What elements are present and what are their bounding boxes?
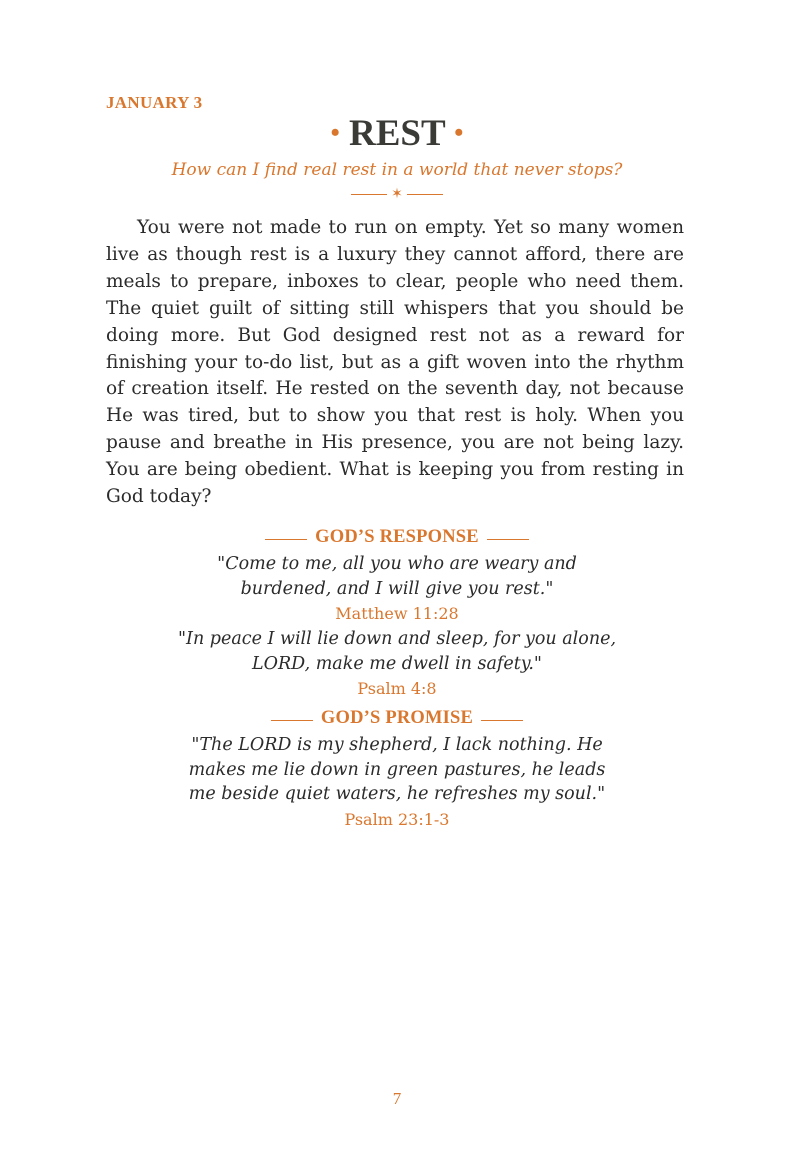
page-number: 7 <box>392 1089 402 1108</box>
reflection-paragraph: You were not made to run on empty. Yet so many women live as though rest is a luxury they cannot afford, there are meals to prepare, inboxes to clear, people who need them. The quiet guilt of sitting still whispers that you should be doing more. But God designed rest not as a reward for finishing your to-do list, but as a gift woven into the rhythm of creation itself. He rested on the seventh day, not because He was tired, but to show you that rest is holy. When you pause and breathe in His presence, you are not being lazy. You are being obedient. What is keeping you from resting in God today? <box>106 217 684 508</box>
verse-reference: Matthew 11:28 <box>335 604 459 623</box>
page-title: REST <box>349 113 445 154</box>
verse-line-text: The LORD is my shepherd, I lack nothing. He <box>199 735 603 755</box>
verse-quote <box>0 733 794 807</box>
gods-response-heading-text: GOD’S RESPONSE <box>315 527 479 547</box>
page-subtitle: How can I find real rest in a world that never stops? <box>171 160 623 180</box>
verse-line-text: me beside quiet waters, he refreshes my soul. <box>188 784 598 804</box>
title-bullet-right: • <box>454 117 464 147</box>
gods-promise-heading-text: GOD’S PROMISE <box>320 708 474 728</box>
verse-line-text: burdened, and I will give you rest. <box>240 578 546 599</box>
verse-line: "The LORD is my shepherd, I lack nothing. He <box>191 735 603 755</box>
verse-quote <box>0 627 794 676</box>
title-bullet-left: • <box>330 117 340 147</box>
verse-line: LORD, make me dwell in safety." <box>252 653 542 674</box>
entry-date: JANUARY 3 <box>106 93 203 112</box>
verse-line-text: Come to me, all you who are weary and <box>225 554 577 574</box>
star-ornament-icon: ✶ <box>391 186 403 202</box>
heading-rule-left <box>265 539 307 540</box>
verse-line: me beside quiet waters, he refreshes my soul." <box>188 784 606 804</box>
verse-line <box>0 758 794 783</box>
divider-line-right <box>407 194 443 195</box>
verse-reference: Psalm 4:8 <box>357 679 437 698</box>
heading-rule-right <box>481 720 523 721</box>
verse-line: "In peace I will lie down and sleep, for you alone, <box>177 629 617 649</box>
title-row <box>0 112 794 155</box>
gods-response-heading <box>0 527 794 548</box>
verse-quote <box>0 552 794 601</box>
heading-rule-left <box>271 720 313 721</box>
heading-rule-right <box>487 539 529 540</box>
verse-line: "Come to me, all you who are weary and <box>217 554 577 574</box>
gods-promise-heading <box>0 708 794 729</box>
verse-reference: Psalm 23:1-3 <box>344 810 450 829</box>
ornament-divider <box>0 186 794 202</box>
verse-line-text: LORD, make me dwell in safety. <box>252 653 534 674</box>
verse-line-text: In peace I will lie down and sleep, for you alone, <box>186 629 617 649</box>
verse-line-text: makes me lie down in green pastures, he leads <box>188 759 606 780</box>
divider-line-left <box>351 194 387 195</box>
verse-line: burdened, and I will give you rest." <box>240 578 554 599</box>
